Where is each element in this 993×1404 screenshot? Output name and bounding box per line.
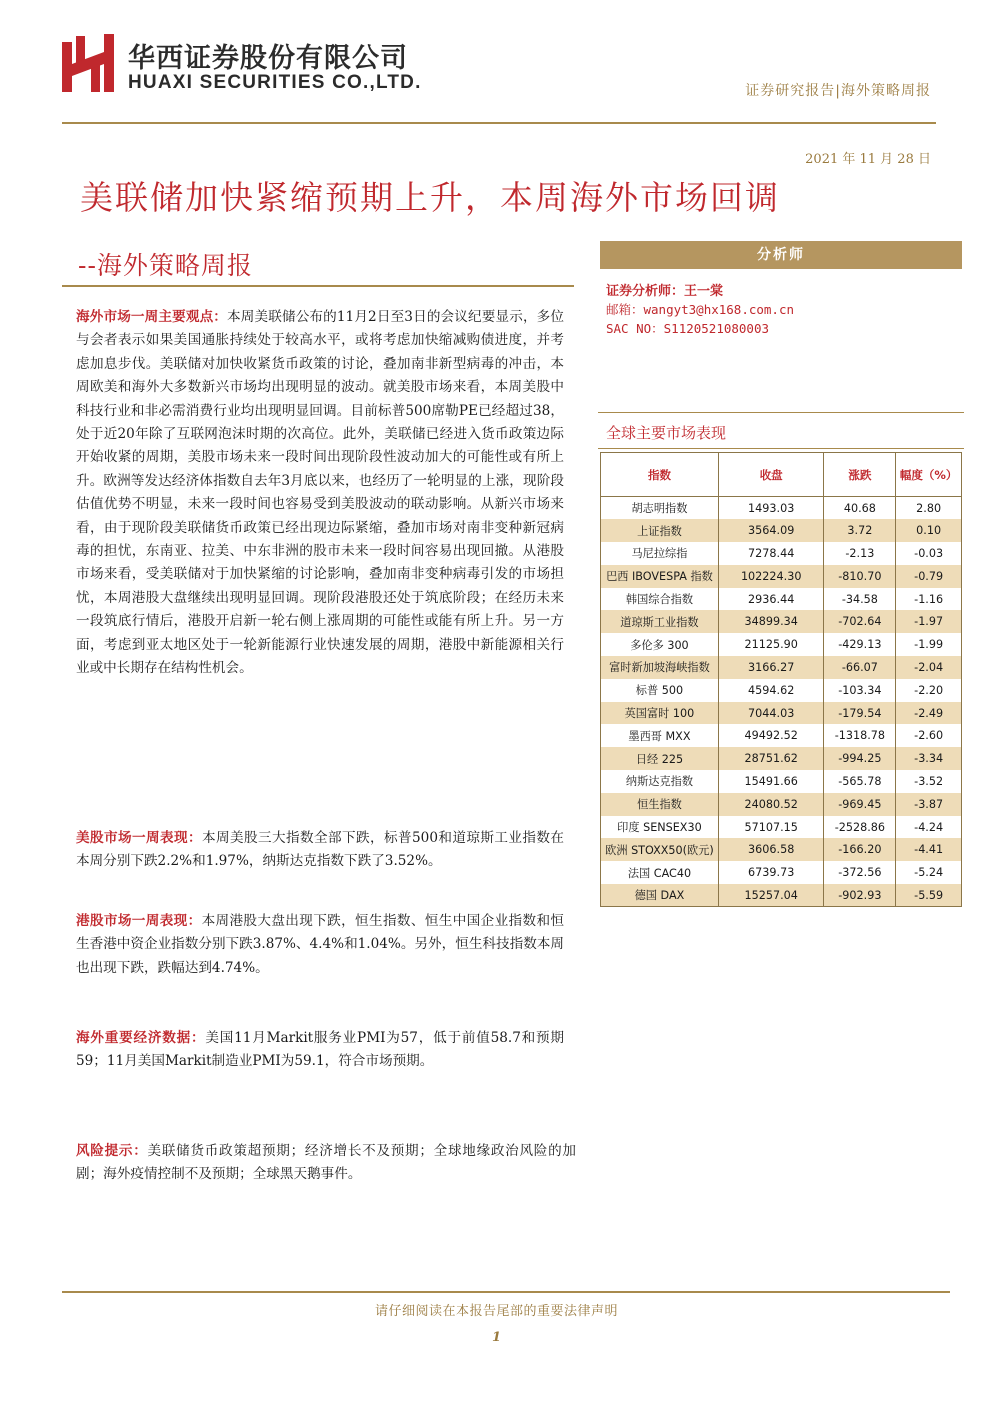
table-row <box>601 679 962 702</box>
cell-change: -66.07 <box>824 656 896 679</box>
cell-index: 胡志明指数 <box>601 497 719 520</box>
report-date: 2021 年 11 月 28 日 <box>805 152 931 167</box>
market-performance-table <box>600 452 962 907</box>
cell-index: 标普 500 <box>601 679 719 702</box>
cell-close: 6739.73 <box>718 861 824 884</box>
cell-pct: -1.97 <box>896 610 962 633</box>
cell-change: -34.58 <box>824 588 896 611</box>
cell-close: 24080.52 <box>718 793 824 816</box>
cell-index: 欧洲 STOXX50(欧元) <box>601 838 719 861</box>
cell-change: -103.34 <box>824 679 896 702</box>
table-row <box>601 610 962 633</box>
cell-index: 法国 CAC40 <box>601 861 719 884</box>
cell-pct: -5.59 <box>896 884 962 907</box>
cell-change: 40.68 <box>824 497 896 520</box>
section-heading: 海外市场一周主要观点： <box>76 309 228 325</box>
report-title: 美联储加快紧缩预期上升，本周海外市场回调 <box>80 178 780 217</box>
cell-index: 马尼拉综指 <box>601 542 719 565</box>
table-row <box>601 861 962 884</box>
section-text: 美国11月Markit服务业PMI为57，低于前值58.7和预期59；11月美国Markit制造业PMI为59.1，符合市场预期。 <box>76 1030 564 1070</box>
market-table-top-rule <box>598 412 964 413</box>
cell-close: 57107.15 <box>718 816 824 839</box>
table-row <box>601 565 962 588</box>
cell-pct: -1.99 <box>896 633 962 656</box>
cell-change: -372.56 <box>824 861 896 884</box>
cell-close: 1493.03 <box>718 497 824 520</box>
cell-pct: -1.16 <box>896 588 962 611</box>
column-header-close: 收盘 <box>718 453 824 497</box>
table-row <box>601 793 962 816</box>
cell-close: 3606.58 <box>718 838 824 861</box>
table-row <box>601 542 962 565</box>
cell-pct: -2.49 <box>896 702 962 725</box>
cell-index: 德国 DAX <box>601 884 719 907</box>
section-text: 本周美联储公布的11月2日至3日的会议纪要显示，多位与会者表示如果美国通胀持续处于较高水平，或将考虑加快缩减购债进度，并考虑加息步伐。美联储对加快收紧货币政策的讨论，叠加南非新型病毒的冲击，本周欧美和海外大多数新兴市场均出现明显的波动。就美股市场来看，本周美股中科技行业和非必需消费行业均出现明显回调。目前标普500席勒PE已经超过38，处于近20年除了互联网泡沫时期的次高位。此外，美联储已经进入货币政策边际开始收紧的周期，美股市场未来一段时间出现阶段性波动加大的可能性或有所上升。欧洲等发达经济体指数自去年3月底以来，也经历了一轮明显的上涨，现阶段估值优势不明显，未来一段时间也容易受到美股波动的联动影响。从新兴市场来看，由于现阶段美联储货币政策已经出现边际紧缩，叠加市场对南非变种新冠病毒的担忧，东南亚、拉美、中东非洲的股市未来一段时间容易出现回撤。从港股市场来看，受美联储对于加快紧缩的讨论影响，叠加南非变种病毒引发的市场担忧，本周港股大盘继续出现明显回调。现阶段港股还处于筑底阶段；在经历未来一段筑底行情后，港股开启新一轮右侧上涨周期的可能性或能有所上升。另一方面，考虑到亚太地区处于一轮新能源行业快速发展的周期，港股中新能源相关行业或中长期存在结构性机会。 <box>76 309 565 677</box>
cell-change: -565.78 <box>824 770 896 793</box>
company-name-en: HUAXI SECURITIES CO.,LTD. <box>128 72 422 93</box>
cell-close: 4594.62 <box>718 679 824 702</box>
cell-index: 巴西 IBOVESPA 指数 <box>601 565 719 588</box>
cell-change: -166.20 <box>824 838 896 861</box>
analyst-header-bar: 分析师 <box>600 241 962 269</box>
page-number: 1 <box>491 1330 502 1345</box>
analyst-sac-number: SAC NO：S1120521080003 <box>606 321 770 336</box>
table-row <box>601 816 962 839</box>
section-us-market <box>76 827 564 874</box>
section-heading: 港股市场一周表现： <box>76 913 202 929</box>
huaxi-logo-icon <box>62 34 114 92</box>
cell-change: -2.13 <box>824 542 896 565</box>
cell-pct: -5.24 <box>896 861 962 884</box>
section-text: 本周美股三大指数全部下跌，标普500和道琼斯工业指数在本周分别下跌2.2%和1.97%，纳斯达克指数下跌了3.52%。 <box>76 830 564 870</box>
cell-pct: -0.03 <box>896 542 962 565</box>
cell-change: -902.93 <box>824 884 896 907</box>
cell-close: 7278.44 <box>718 542 824 565</box>
cell-change: -969.45 <box>824 793 896 816</box>
cell-index: 英国富时 100 <box>601 702 719 725</box>
section-overseas-views <box>76 306 564 681</box>
cell-close: 15257.04 <box>718 884 824 907</box>
table-row <box>601 724 962 747</box>
cell-index: 上证指数 <box>601 519 719 542</box>
cell-index: 纳斯达克指数 <box>601 770 719 793</box>
cell-pct: -4.24 <box>896 816 962 839</box>
column-header-pct: 幅度（%） <box>896 453 962 497</box>
legal-notice: 请仔细阅读在本报告尾部的重要法律声明 <box>374 1304 618 1319</box>
section-text: 本周港股大盘出现下跌，恒生指数、恒生中国企业指数和恒生香港中资企业指数分别下跌3.87%、4.4%和1.04%。另外，恒生科技指数本周也出现下跌，跌幅达到4.74%。 <box>76 913 564 976</box>
table-row <box>601 884 962 907</box>
cell-close: 15491.66 <box>718 770 824 793</box>
cell-change: -2528.86 <box>824 816 896 839</box>
analyst-email: 邮箱：wangyt3@hx168.com.cn <box>606 302 795 317</box>
table-row <box>601 588 962 611</box>
cell-close: 28751.62 <box>718 747 824 770</box>
cell-pct: -2.04 <box>896 656 962 679</box>
cell-close: 102224.30 <box>718 565 824 588</box>
cell-index: 日经 225 <box>601 747 719 770</box>
table-row <box>601 633 962 656</box>
table-row <box>601 497 962 520</box>
cell-pct: -4.41 <box>896 838 962 861</box>
market-table-title-rule <box>598 448 964 449</box>
header-divider <box>62 122 936 124</box>
cell-pct: -0.79 <box>896 565 962 588</box>
cell-pct: 2.80 <box>896 497 962 520</box>
cell-change: -810.70 <box>824 565 896 588</box>
table-row <box>601 770 962 793</box>
cell-close: 2936.44 <box>718 588 824 611</box>
cell-pct: -3.52 <box>896 770 962 793</box>
cell-index: 印度 SENSEX30 <box>601 816 719 839</box>
table-row <box>601 838 962 861</box>
analyst-name: 证券分析师：王一棠 <box>606 284 724 299</box>
cell-close: 3564.09 <box>718 519 824 542</box>
section-text: 美联储货币政策超预期；经济增长不及预期；全球地缘政治风险的加剧；海外疫情控制不及预期；全球黑天鹅事件。 <box>76 1143 576 1183</box>
cell-index: 道琼斯工业指数 <box>601 610 719 633</box>
cell-change: -429.13 <box>824 633 896 656</box>
cell-pct: -2.20 <box>896 679 962 702</box>
cell-change: -1318.78 <box>824 724 896 747</box>
company-name-cn: 华西证券股份有限公司 <box>128 43 408 74</box>
market-table-title: 全球主要市场表现 <box>606 424 727 442</box>
cell-index: 墨西哥 MXX <box>601 724 719 747</box>
cell-close: 7044.03 <box>718 702 824 725</box>
table-row <box>601 702 962 725</box>
cell-index: 恒生指数 <box>601 793 719 816</box>
cell-close: 21125.90 <box>718 633 824 656</box>
table-row <box>601 656 962 679</box>
report-type-label: 证券研究报告|海外策略周报 <box>745 83 931 99</box>
cell-change: -994.25 <box>824 747 896 770</box>
cell-close: 3166.27 <box>718 656 824 679</box>
section-risk-warning <box>76 1140 576 1187</box>
cell-close: 34899.34 <box>718 610 824 633</box>
column-header-change: 涨跌 <box>824 453 896 497</box>
cell-index: 韩国综合指数 <box>601 588 719 611</box>
section-heading: 风险提示： <box>76 1143 148 1159</box>
section-hk-market <box>76 910 564 980</box>
report-subtitle: --海外策略周报 <box>78 251 253 280</box>
cell-change: -179.54 <box>824 702 896 725</box>
cell-pct: 0.10 <box>896 519 962 542</box>
table-body <box>601 497 962 907</box>
cell-close: 49492.52 <box>718 724 824 747</box>
section-heading: 海外重要经济数据： <box>76 1030 206 1046</box>
table-row <box>601 519 962 542</box>
table-header-row <box>601 453 962 497</box>
table-row <box>601 747 962 770</box>
cell-pct: -3.87 <box>896 793 962 816</box>
cell-index: 富时新加坡海峡指数 <box>601 656 719 679</box>
cell-pct: -3.34 <box>896 747 962 770</box>
cell-change: -702.64 <box>824 610 896 633</box>
section-economic-data <box>76 1027 564 1074</box>
cell-change: 3.72 <box>824 519 896 542</box>
subtitle-divider <box>62 285 574 287</box>
column-header-index: 指数 <box>601 453 719 497</box>
cell-index: 多伦多 300 <box>601 633 719 656</box>
footer-divider <box>62 1291 950 1293</box>
section-heading: 美股市场一周表现： <box>76 830 203 846</box>
cell-pct: -2.60 <box>896 724 962 747</box>
